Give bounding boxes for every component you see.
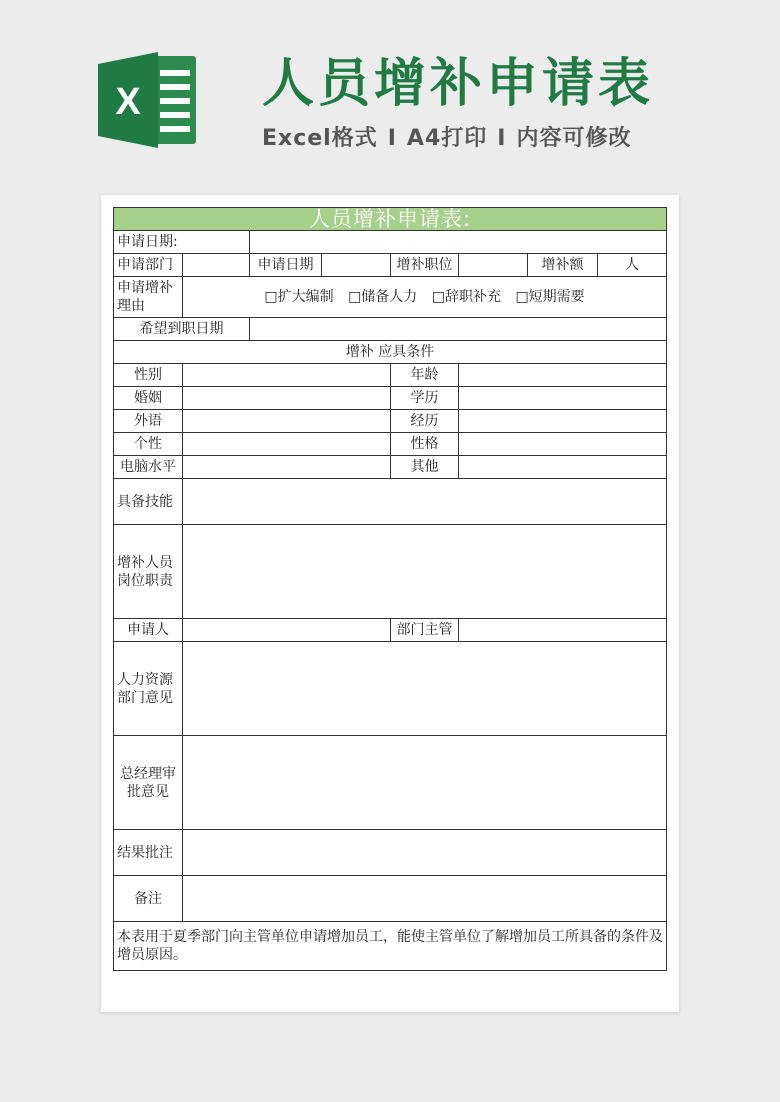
quota-unit[interactable]: 人	[598, 254, 667, 277]
apply-date-value[interactable]	[250, 231, 667, 254]
excel-logo-icon	[98, 52, 198, 148]
dept-label: 申请部门	[114, 254, 183, 277]
remark-label: 备注	[114, 876, 183, 922]
gm-opinion-label: 总经理审批意见	[114, 736, 183, 830]
reason-options	[183, 277, 667, 318]
condition-label: 外语	[114, 410, 183, 433]
hr-opinion-label: 人力资源部门意见	[114, 642, 183, 736]
condition-label: 其他	[391, 456, 459, 479]
result-value[interactable]	[183, 830, 667, 876]
conditions-title: 增补 应具条件	[114, 341, 667, 364]
condition-value[interactable]	[183, 410, 391, 433]
duty-label: 增补人员岗位职责	[114, 525, 183, 619]
date-label: 申请日期	[250, 254, 322, 277]
condition-label: 性格	[391, 433, 459, 456]
form-banner: 人员增补申请表:	[114, 208, 667, 231]
logo-letter: X	[115, 81, 141, 123]
condition-value[interactable]	[183, 456, 391, 479]
subtitle-format: Excel格式	[262, 126, 378, 151]
condition-value[interactable]	[459, 364, 667, 387]
condition-value[interactable]	[183, 433, 391, 456]
subtitle-separator: I	[387, 126, 397, 151]
reason-resign-checkbox[interactable]: □辞职补充	[431, 289, 501, 305]
hr-opinion-value[interactable]	[183, 642, 667, 736]
reason-reserve-checkbox[interactable]: □储备人力	[348, 289, 418, 305]
condition-value[interactable]	[459, 433, 667, 456]
position-value[interactable]	[459, 254, 528, 277]
manager-label: 部门主管	[391, 619, 459, 642]
form-paper	[101, 195, 679, 1012]
reason-expand-checkbox[interactable]: □扩大编制	[264, 289, 334, 305]
subtitle-separator: I	[497, 126, 507, 151]
result-label: 结果批注	[114, 830, 183, 876]
duty-value[interactable]	[183, 525, 667, 619]
form-footnote: 本表用于夏季部门向主管单位申请增加员工，能使主管单位了解增加员工所具备的条件及增员原因。	[114, 922, 667, 971]
staff-request-form	[113, 207, 667, 971]
subtitle-print: A4打印	[406, 126, 488, 151]
expected-date-value[interactable]	[250, 318, 667, 341]
condition-label: 电脑水平	[114, 456, 183, 479]
gm-opinion-value[interactable]	[183, 736, 667, 830]
condition-value[interactable]	[183, 364, 391, 387]
date-value[interactable]	[322, 254, 391, 277]
position-label: 增补职位	[391, 254, 459, 277]
condition-label: 个性	[114, 433, 183, 456]
reason-shortterm-checkbox[interactable]: □短期需要	[515, 289, 585, 305]
dept-value[interactable]	[183, 254, 250, 277]
remark-value[interactable]	[183, 876, 667, 922]
expected-date-label: 希望到职日期	[114, 318, 250, 341]
apply-date-label: 申请日期:	[114, 231, 250, 254]
applicant-value[interactable]	[183, 619, 391, 642]
skills-label: 具备技能	[114, 479, 183, 525]
subtitle-editable: 内容可修改	[516, 126, 632, 151]
condition-value[interactable]	[183, 387, 391, 410]
quota-label: 增补额	[528, 254, 598, 277]
condition-label: 经历	[391, 410, 459, 433]
applicant-label: 申请人	[114, 619, 183, 642]
skills-value[interactable]	[183, 479, 667, 525]
header	[0, 0, 780, 190]
condition-value[interactable]	[459, 410, 667, 433]
condition-value[interactable]	[459, 387, 667, 410]
page-subtitle	[262, 124, 631, 154]
condition-label: 年龄	[391, 364, 459, 387]
condition-label: 婚姻	[114, 387, 183, 410]
condition-label: 学历	[391, 387, 459, 410]
manager-value[interactable]	[459, 619, 667, 642]
condition-value[interactable]	[459, 456, 667, 479]
page-title: 人员增补申请表	[262, 54, 655, 114]
condition-label: 性别	[114, 364, 183, 387]
reason-label: 申请增补理由	[114, 277, 183, 318]
